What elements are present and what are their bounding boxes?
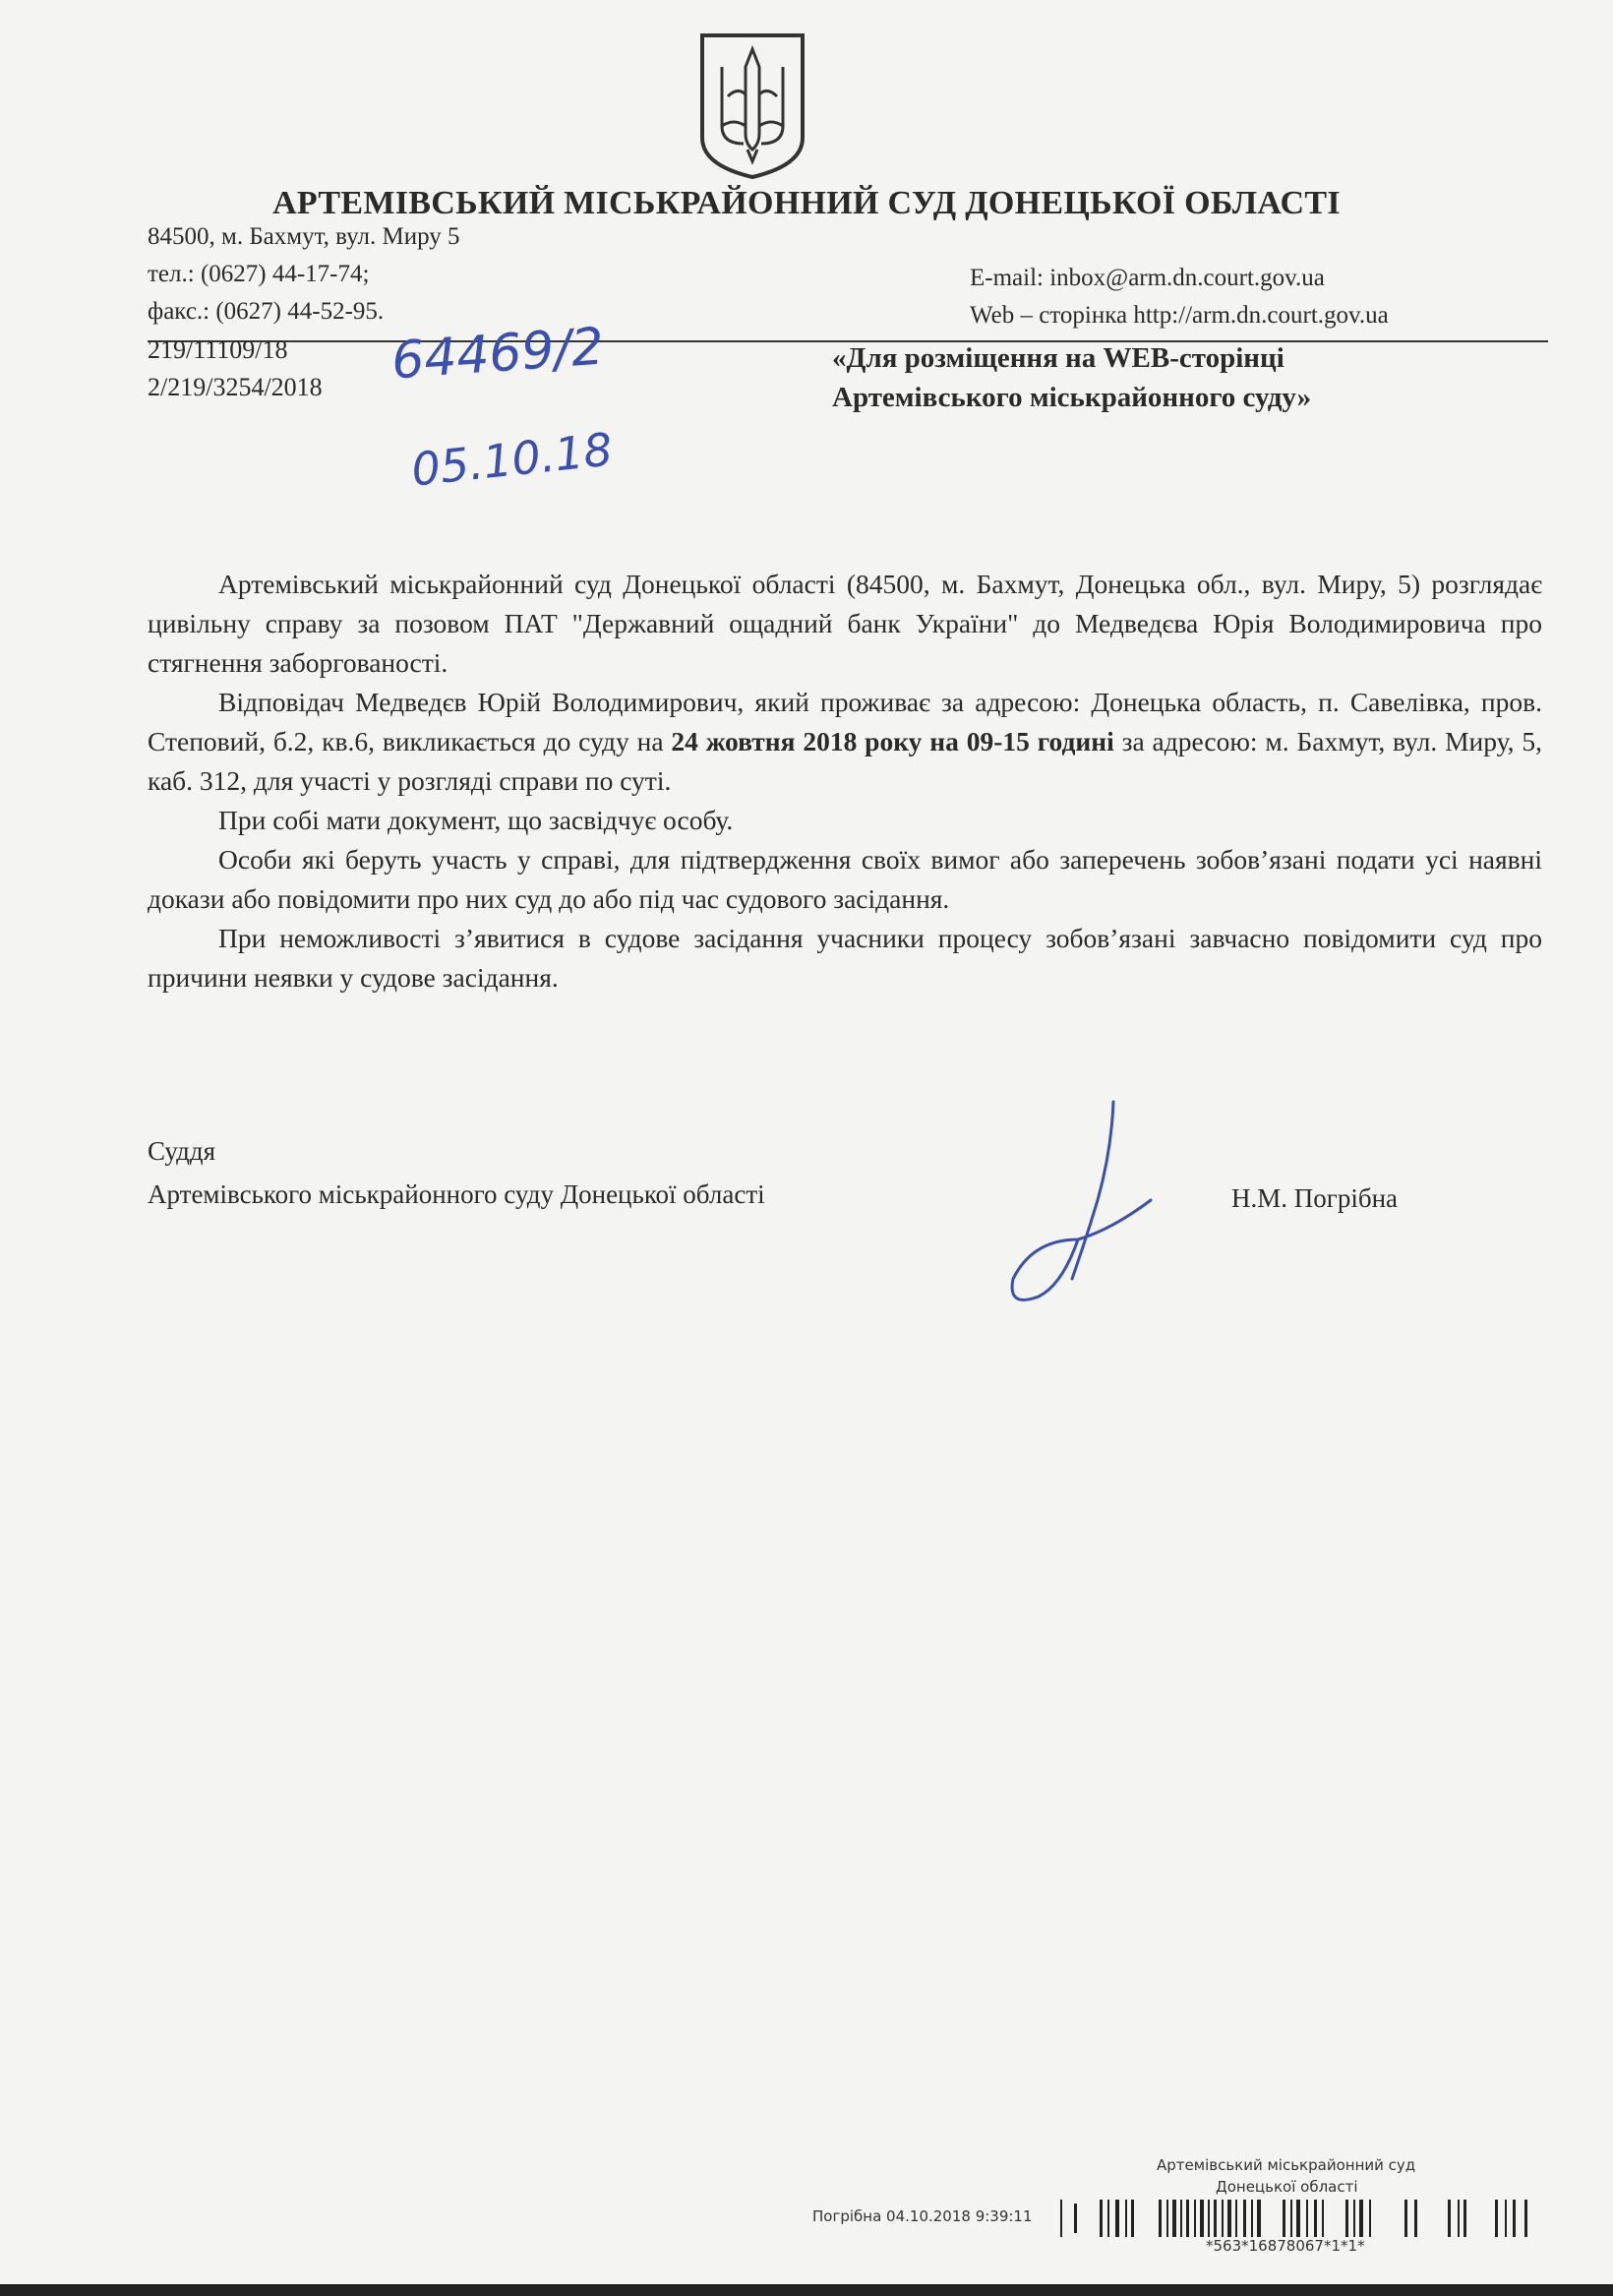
hearing-date-time: 24 жовтня 2018 року на 09-15 годині xyxy=(671,726,1114,756)
barcode-number: *563*16878067*1*1* xyxy=(1206,2237,1365,2255)
web-publication-note xyxy=(832,338,1311,417)
web-note-line-2: Артемівського міськрайонного суду» xyxy=(832,382,1312,413)
court-phone: тел.: (0627) 44-17-74; xyxy=(148,261,370,287)
scan-bottom-edge xyxy=(0,2284,1613,2296)
body-paragraph-id: При собі мати документ, що засвідчує особу. xyxy=(218,805,734,835)
court-website: Web – сторінка http://arm.dn.court.gov.ua xyxy=(970,302,1389,329)
court-fax: факс.: (0627) 44-52-95. xyxy=(148,298,385,325)
body-paragraph-summons xyxy=(148,683,1542,801)
handwritten-signature xyxy=(1003,1092,1180,1318)
stamp-court-line-1: Артемівський міськрайонний суд xyxy=(1157,2156,1416,2174)
stamp-timestamp: Погрібна 04.10.2018 9:39:11 xyxy=(812,2207,1033,2225)
body-paragraph-evidence: Особи які беруть участь у справі, для підтвердження своїх вимог або заперечень зобов’язані подати усі наявні докази або повідомити про них суд до або під час судового засідання. xyxy=(148,844,1542,914)
handwritten-registration-number: 64469/2 xyxy=(389,317,606,392)
case-number-primary: 219/11109/18 xyxy=(148,335,288,364)
signer-role: Суддя xyxy=(148,1136,216,1166)
summons-text-end: за адресою: м. Бахмут, вул. Миру, 5, каб. 312, для участі у розгляді справи по суті. xyxy=(148,726,1542,796)
case-number-secondary: 2/219/3254/2018 xyxy=(148,373,323,401)
handwritten-registration-date: 05.10.18 xyxy=(408,422,616,497)
barcode xyxy=(1060,2200,1532,2237)
signer-name: Н.М. Погрібна xyxy=(1231,1183,1399,1213)
document-body xyxy=(148,565,1542,997)
court-address: 84500, м. Бахмут, вул. Миру 5 xyxy=(148,223,460,250)
summons-text-start: Відповідач Медведєв Юрій Володимирович, який проживає за адресою: Донецька область, п. Савелівка, пров. Степовий, б.2, кв.6, викликається до суду на xyxy=(148,687,1542,756)
signer-organization: Артемівського міськрайонного суду Донецької області xyxy=(148,1179,765,1209)
coat-of-arms-emblem xyxy=(694,28,810,181)
body-paragraph-absence: При неможливості з’явитися в судове засідання учасники процесу зобов’язані завчасно повідомити суд про причини неявки у судове засідання. xyxy=(148,923,1542,993)
stamp-court-line-2: Донецької області xyxy=(1216,2178,1358,2196)
court-email: E-mail: inbox@arm.dn.court.gov.ua xyxy=(970,265,1325,291)
body-paragraph-case: Артемівський міськрайонний суд Донецької області (84500, м. Бахмут, Донецька обл., вул. Миру, 5) розглядає цивільну справу за позовом ПАТ "Державний ощадний банк України" до Медведєва Юрія Володимировича про стягнення заборгованості. xyxy=(148,569,1542,678)
court-name-heading: АРТЕМІВСЬКИЙ МІСЬКРАЙОННИЙ СУД ДОНЕЦЬКОЇ ОБЛАСТІ xyxy=(272,185,1341,221)
web-note-line-1: «Для розміщення на WEB-сторінці xyxy=(832,342,1284,374)
